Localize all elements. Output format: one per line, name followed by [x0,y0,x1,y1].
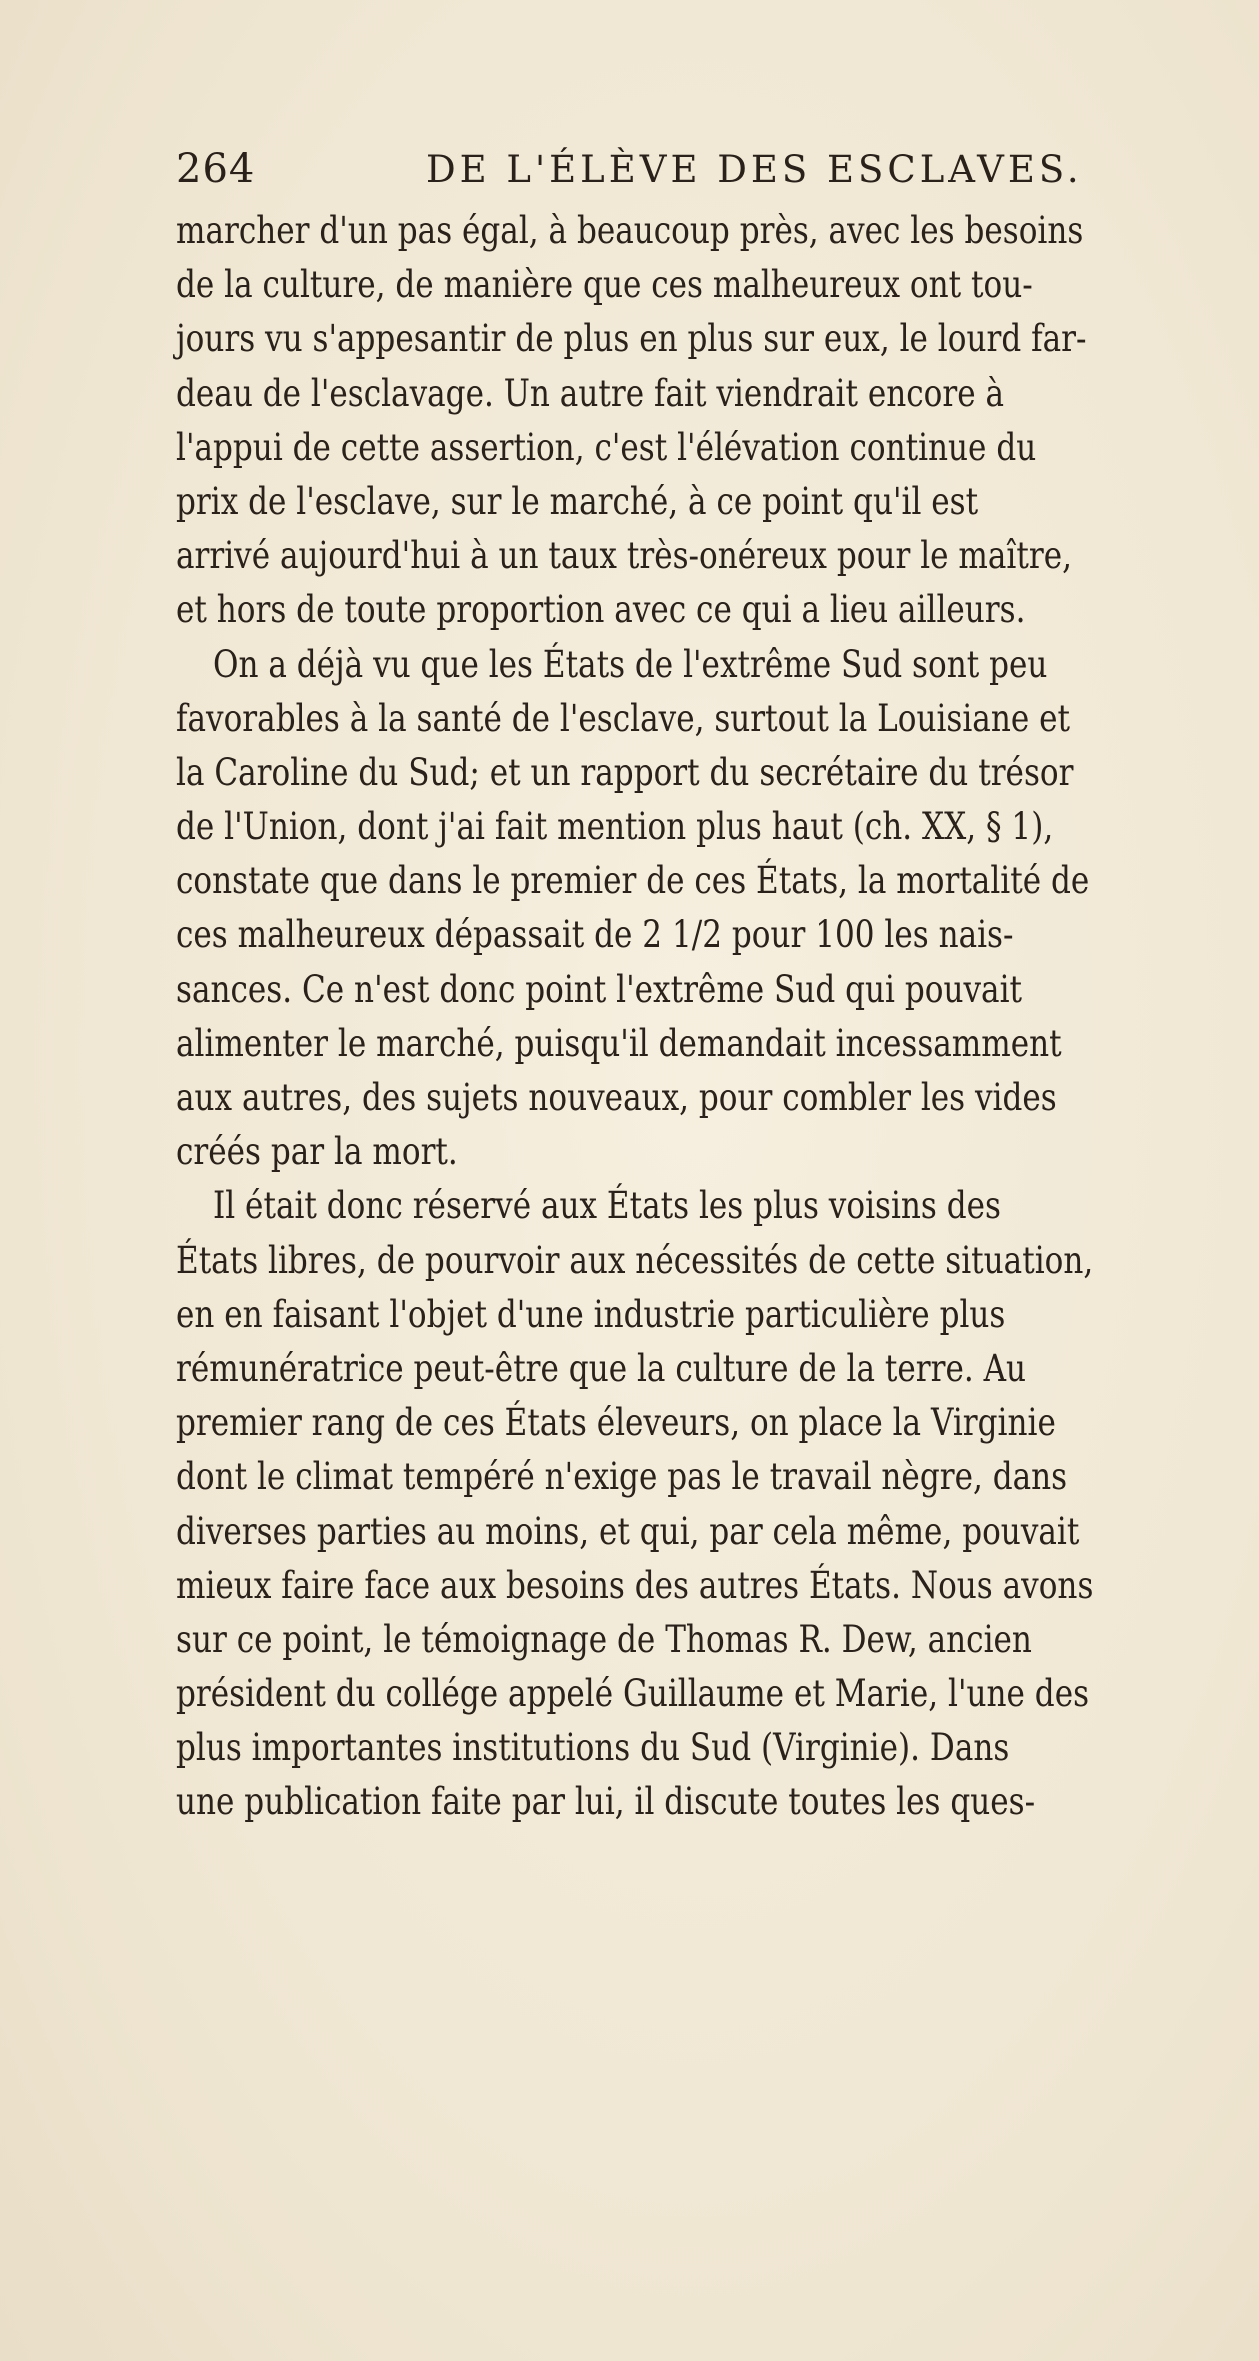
paragraph-start-line: On a déjà vu que les États de l'extrême Sud sont peu [212,642,1048,686]
body-text [176,204,1246,1830]
text-line: mieux faire face aux besoins des autres États. Nous avons [176,1563,1094,1607]
text-line: en en faisant l'objet d'une industrie particulière plus [176,1292,1006,1336]
page-number: 264 [176,146,256,192]
page-header [176,146,1083,202]
text-line: États libres, de pourvoir aux nécessités de cette situation, [176,1238,1094,1282]
text-line: plus importantes institutions du Sud (Virginie). Dans [176,1726,1010,1770]
text-line: constate que dans le premier de ces États, la mortalité de [176,859,1090,903]
text-line: aux autres, des sujets nouveaux, pour combler les vides [176,1076,1057,1119]
text-line: l'appui de cette assertion, c'est l'élévation continue du [176,425,1037,469]
text-line: ces malheureux dépassait de 2 1/2 pour 100 les nais- [176,913,1014,957]
text-line: de l'Union, dont j'ai fait mention plus haut (ch. XX, § 1), [176,805,1054,849]
text-line: sur ce point, le témoignage de Thomas R. Dew, ancien [176,1617,1032,1661]
text-line: dont le climat tempéré n'exige pas le travail nègre, dans [176,1455,1068,1499]
text-line: premier rang de ces États éleveurs, on place la Virginie [176,1401,1056,1445]
text-line: jours vu s'appesantir de plus en plus sur eux, le lourd far- [176,317,1087,361]
text-line: sances. Ce n'est donc point l'extrême Sud qui pouvait [176,967,1023,1011]
text-line: deau de l'esclavage. Un autre fait viendrait encore à [176,371,1005,415]
text-line: diverses parties au moins, et qui, par cela même, pouvait [176,1509,1080,1553]
text-line: président du collége appelé Guillaume et Marie, l'une des [176,1672,1090,1716]
text-line: et hors de toute proportion avec ce qui a lieu ailleurs. [176,588,1026,632]
text-line: rémunératrice peut-être que la culture de la terre. Au [176,1346,1027,1390]
text-line: marcher d'un pas égal, à beaucoup près, avec les besoins [176,209,1084,252]
text-line: favorables à la santé de l'esclave, surtout la Louisiane et [176,696,1071,740]
paragraph-start-line: Il était donc réservé aux États les plus voisins des [212,1184,1001,1228]
text-line: de la culture, de manière que ces malheureux ont tou- [176,263,1033,307]
text-line: prix de l'esclave, sur le marché, à ce point qu'il est [176,479,979,523]
text-line: arrivé aujourd'hui à un taux très-onéreux pour le maître, [176,534,1072,578]
text-line: une publication faite par lui, il discute toutes les ques- [176,1780,1036,1824]
text-line: la Caroline du Sud; et un rapport du secrétaire du trésor [176,750,1074,794]
text-line: créés par la mort. [176,1130,458,1174]
running-head: DE L'ÉLÈVE DES ESCLAVES. [426,148,1083,191]
text-line: alimenter le marché, puisqu'il demandait incessamment [176,1021,1062,1065]
